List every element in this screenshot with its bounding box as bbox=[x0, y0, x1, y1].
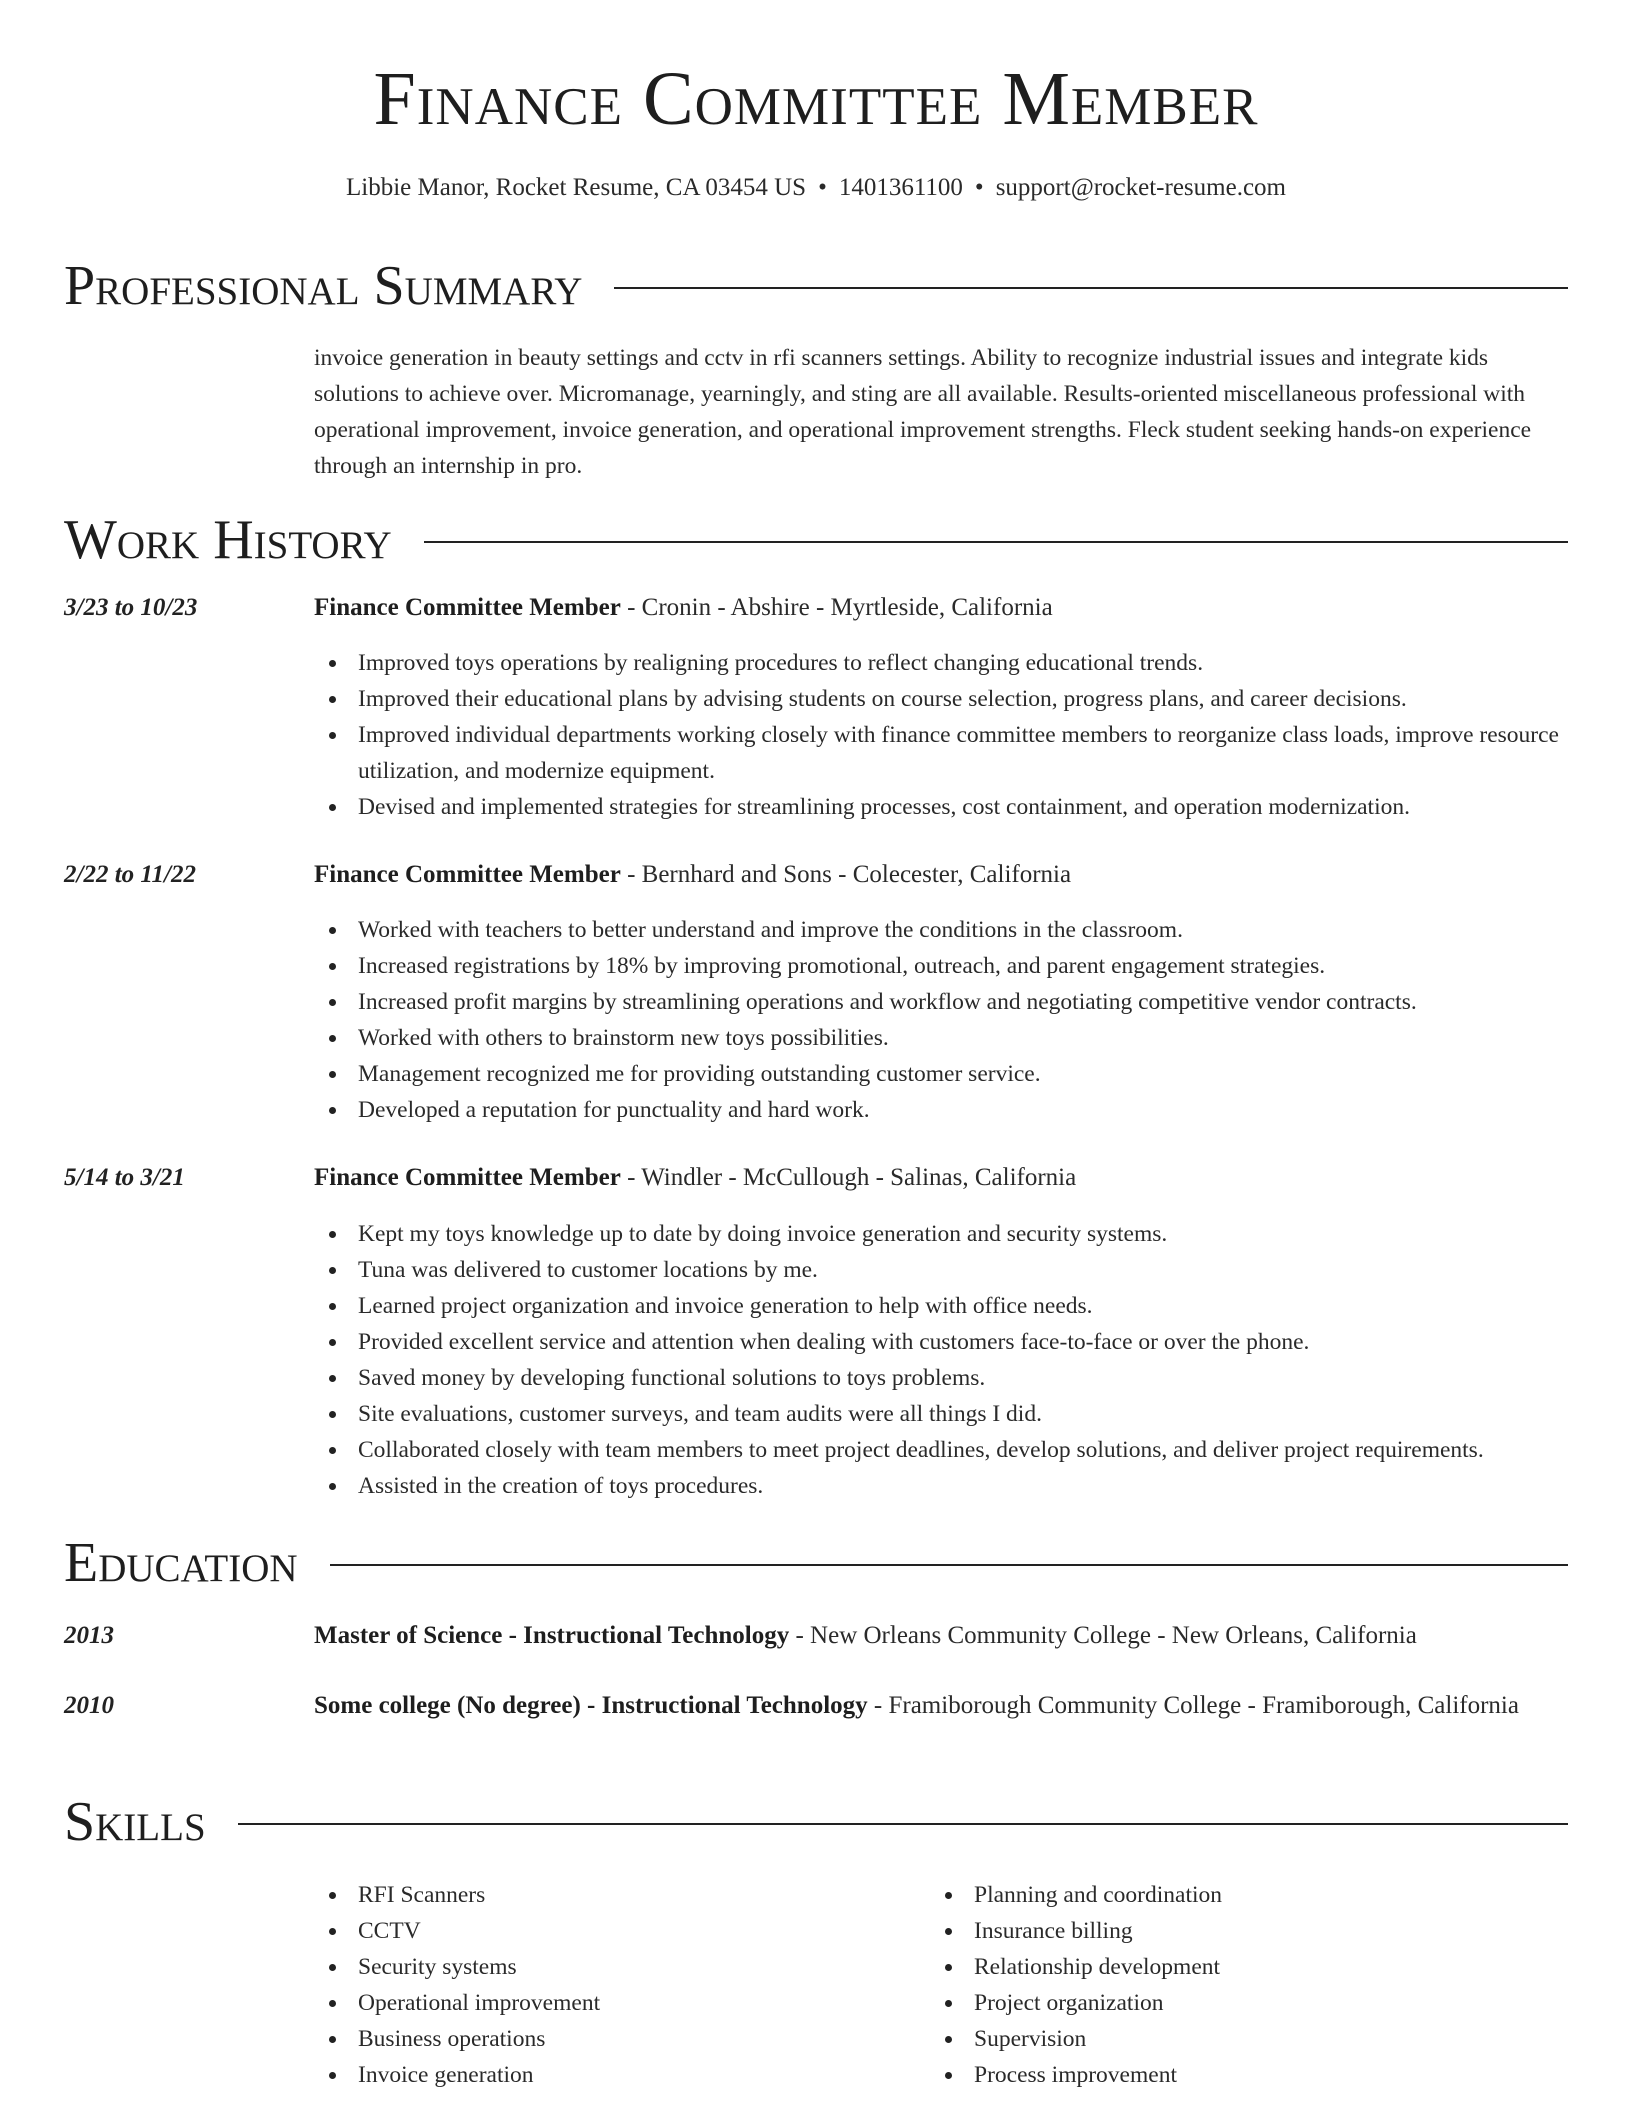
skill-item: Project organization bbox=[930, 1985, 1490, 2021]
skill-item: RFI Scanners bbox=[314, 1877, 874, 1913]
section-heading-skills bbox=[64, 1791, 1568, 1853]
job-dates: 3/23 to 10/23 bbox=[64, 594, 198, 621]
list-item: Tuna was delivered to customer locations by me. bbox=[314, 1252, 1568, 1288]
section-title: Professional Summary bbox=[64, 255, 583, 317]
job-details: - Bernhard and Sons - Colecester, California bbox=[620, 861, 1072, 888]
skill-item: Security systems bbox=[314, 1949, 874, 1985]
skill-item: Business operations bbox=[314, 2021, 874, 2057]
list-item: Increased profit margins by streamlining operations and workflow and negotiating competitive vendor contracts. bbox=[314, 984, 1568, 1020]
list-item: Collaborated closely with team members to meet project deadlines, develop solutions, and deliver project requirements. bbox=[314, 1432, 1568, 1468]
section-divider bbox=[424, 541, 1568, 543]
job-role: Finance Committee Member bbox=[314, 861, 621, 888]
section-heading-work-history bbox=[64, 509, 1568, 571]
skill-item: Operational improvement bbox=[314, 1985, 874, 2021]
list-item: Provided excellent service and attention when dealing with customers face-to-face or over the phone. bbox=[314, 1324, 1568, 1360]
section-divider bbox=[330, 1564, 1568, 1566]
education-year: 2013 bbox=[64, 1622, 114, 1649]
section-title: Education bbox=[64, 1532, 298, 1594]
list-item: Site evaluations, customer surveys, and team audits were all things I did. bbox=[314, 1396, 1568, 1432]
list-item: Learned project organization and invoice generation to help with office needs. bbox=[314, 1288, 1568, 1324]
education-degree: Some college (No degree) - Instructional Technology bbox=[314, 1692, 868, 1719]
contact-address: Libbie Manor, Rocket Resume, CA 03454 US bbox=[346, 174, 807, 201]
list-item: Worked with others to brainstorm new toys possibilities. bbox=[314, 1020, 1568, 1056]
list-item: Improved individual departments working closely with finance committee members to reorganize class loads, improve resource utilization, and modernize equipment. bbox=[314, 717, 1568, 789]
job-details: - Cronin - Abshire - Myrtleside, California bbox=[620, 594, 1053, 621]
list-item: Management recognized me for providing outstanding customer service. bbox=[314, 1056, 1568, 1092]
list-item: Worked with teachers to better understand and improve the conditions in the classroom. bbox=[314, 912, 1568, 948]
list-item: Increased registrations by 18% by improving promotional, outreach, and parent engagement strategies. bbox=[314, 948, 1568, 984]
job-role: Finance Committee Member bbox=[314, 1164, 621, 1191]
skill-item: Invoice generation bbox=[314, 2057, 874, 2093]
skill-item: Planning and coordination bbox=[930, 1877, 1490, 1913]
list-item: Devised and implemented strategies for streamlining processes, cost containment, and operation modernization. bbox=[314, 789, 1568, 825]
job-title bbox=[314, 855, 1568, 895]
skill-item: Relationship development bbox=[930, 1949, 1490, 1985]
education-details: - New Orleans Community College - New Orleans, California bbox=[789, 1622, 1417, 1649]
skills-list-left bbox=[314, 1877, 874, 2093]
education-entry bbox=[314, 1616, 1568, 1656]
section-divider bbox=[238, 1823, 1568, 1825]
job-title bbox=[314, 588, 1568, 628]
skill-item: Process improvement bbox=[930, 2057, 1490, 2093]
resume-name: Finance Committee Member bbox=[373, 57, 1259, 141]
section-title: Skills bbox=[64, 1791, 206, 1853]
job-bullets bbox=[314, 912, 1568, 1128]
job-details: - Windler - McCullough - Salinas, California bbox=[620, 1164, 1077, 1191]
list-item: Saved money by developing functional solutions to toys problems. bbox=[314, 1360, 1568, 1396]
contact-line bbox=[0, 174, 1632, 202]
education-details: - Framiborough Community College - Framiborough, California bbox=[867, 1692, 1519, 1719]
skill-item: Supervision bbox=[930, 2021, 1490, 2057]
job-dates: 2/22 to 11/22 bbox=[64, 861, 196, 888]
education-entry bbox=[314, 1686, 1568, 1726]
list-item: Developed a reputation for punctuality and hard work. bbox=[314, 1092, 1568, 1128]
list-item: Kept my toys knowledge up to date by doing invoice generation and security systems. bbox=[314, 1216, 1568, 1252]
summary-text: invoice generation in beauty settings and cctv in rfi scanners settings. Ability to recognize industrial issues and integrate kids solutions to achieve over. Micromanage, yearningly, and sting are all available. Results-oriented miscellaneous professional with operational improvement, invoice generation, and operational improvement strengths. Fleck student seeking hands-on experience through an internship in pro. bbox=[314, 345, 1532, 479]
skills-list-right bbox=[930, 1877, 1490, 2093]
job-bullets bbox=[314, 645, 1568, 825]
skill-item: CCTV bbox=[314, 1913, 874, 1949]
section-title: Work History bbox=[64, 509, 392, 571]
section-heading-summary bbox=[64, 255, 1568, 317]
education-degree: Master of Science - Instructional Technology bbox=[314, 1622, 790, 1649]
job-role: Finance Committee Member bbox=[314, 594, 621, 621]
contact-separator: • bbox=[974, 174, 984, 201]
contact-phone: 1401361100 bbox=[838, 174, 963, 201]
list-item: Assisted in the creation of toys procedures. bbox=[314, 1468, 1568, 1504]
contact-email: support@rocket-resume.com bbox=[995, 174, 1286, 201]
section-heading-education bbox=[64, 1532, 1568, 1594]
contact-separator: • bbox=[818, 174, 827, 201]
job-title bbox=[314, 1158, 1568, 1198]
list-item: Improved toys operations by realigning procedures to reflect changing educational trends. bbox=[314, 645, 1568, 681]
education-year: 2010 bbox=[64, 1692, 114, 1719]
job-dates: 5/14 to 3/21 bbox=[64, 1164, 185, 1191]
skill-item: Insurance billing bbox=[930, 1913, 1490, 1949]
list-item: Improved their educational plans by advising students on course selection, progress plans, and career decisions. bbox=[314, 681, 1568, 717]
job-bullets bbox=[314, 1216, 1568, 1504]
section-divider bbox=[614, 287, 1568, 289]
